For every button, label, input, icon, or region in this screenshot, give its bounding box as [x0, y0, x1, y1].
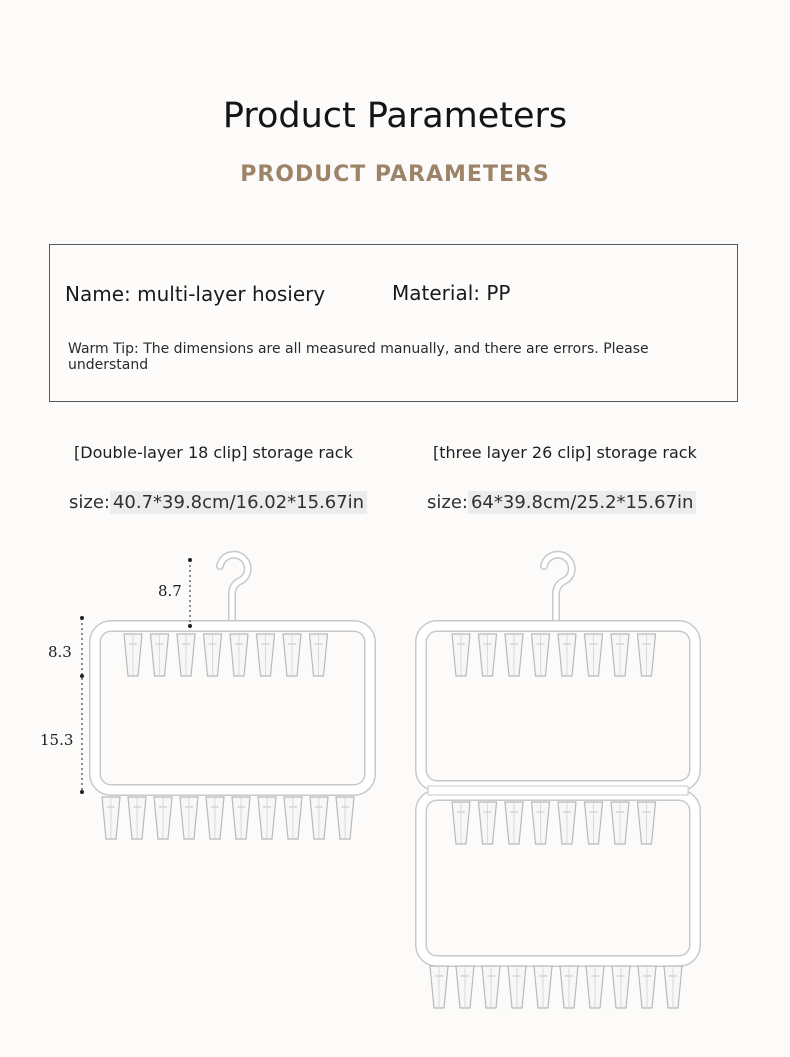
- warm-tip: Warm Tip: The dimensions are all measured manually, and there are errors. Please understand: [68, 341, 649, 373]
- page-title: Product Parameters: [222, 96, 568, 136]
- dimension-hook: 8.7: [158, 582, 182, 600]
- size-value: 64*39.8cm/25.2*15.67in: [468, 491, 697, 514]
- rack-label-triple: [three layer 26 clip] storage rack: [433, 443, 697, 462]
- dimension-top: 8.3: [48, 643, 72, 661]
- frame-connector: [428, 786, 688, 795]
- product-material: Material: PP: [392, 281, 511, 305]
- size-prefix: size:: [427, 492, 468, 513]
- dimension-body: 15.3: [40, 731, 74, 749]
- product-name: Name: multi-layer hosiery: [65, 282, 326, 306]
- page-subtitle: PRODUCT PARAMETERS: [240, 162, 550, 187]
- rack-label-double: [Double-layer 18 clip] storage rack: [74, 443, 353, 462]
- size-value: 40.7*39.8cm/16.02*15.67in: [110, 491, 367, 514]
- size-prefix: size:: [69, 492, 110, 513]
